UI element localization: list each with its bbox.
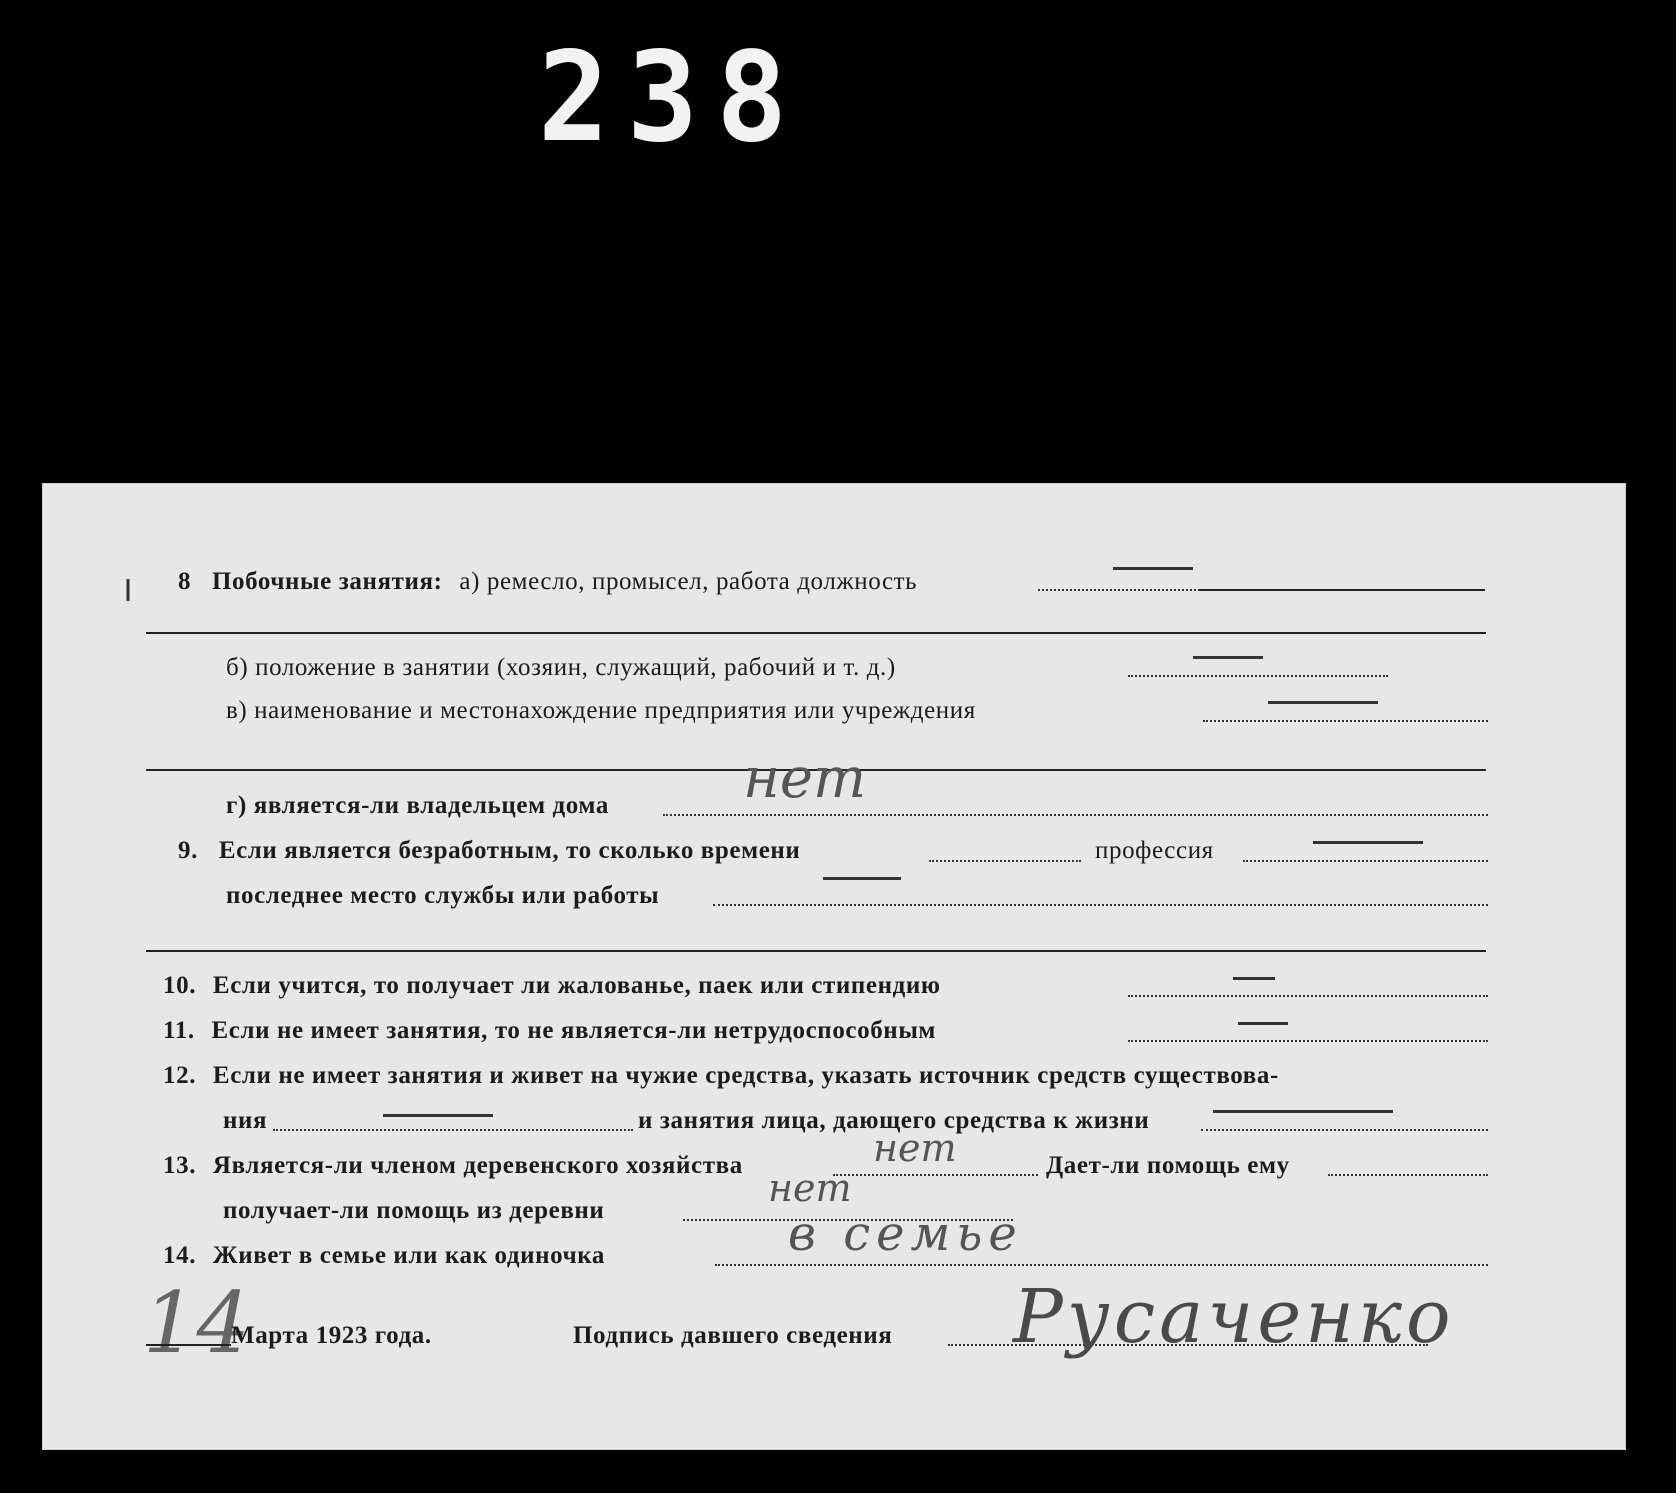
q14-number: 14.: [163, 1242, 197, 1269]
q13-handwritten-answer: нет: [873, 1126, 957, 1170]
q9-last-text: последнее место службы или работы: [226, 882, 660, 909]
archive-page-number: 238: [538, 24, 806, 170]
q14-text: Живет в семье или как одиночка: [212, 1242, 605, 1269]
q8-a-dots: [1038, 589, 1200, 591]
q8-a-answer-dash: [1113, 567, 1193, 570]
q10-answer-dash: [1233, 977, 1275, 980]
edge-mark: [123, 579, 133, 609]
q8-b-dots: [1128, 675, 1388, 677]
q14-row: [163, 1242, 605, 1270]
q14-dots: [715, 1264, 1488, 1266]
q13-receive-handwritten-answer: нет: [768, 1166, 852, 1210]
q8-a-line: [1200, 589, 1485, 591]
q8-g-text: г) является-ли владельцем дома: [226, 792, 609, 819]
footer-date: Марта 1923 года.: [231, 1322, 432, 1349]
q11-text: Если не имеет занятия, то не является-ли нетрудоспособным: [211, 1017, 937, 1044]
q11-answer-dash: [1238, 1022, 1288, 1025]
q11-row: [163, 1017, 936, 1045]
q12-cont-text: ния: [223, 1107, 268, 1134]
q13-receive-text: получает-ли помощь из деревни: [223, 1197, 605, 1224]
q9-profession-label: профессия: [1095, 837, 1214, 864]
q12-cont2-text: и занятия лица, дающего средства к жизни: [638, 1107, 1150, 1134]
q13-text: Является-ли членом деревенского хозяйства: [212, 1152, 743, 1179]
signature-handwritten: Русаченко: [1013, 1274, 1455, 1360]
q12-source-dots: [273, 1129, 633, 1131]
q11-dots: [1128, 1040, 1488, 1042]
q9-line2: [146, 950, 1486, 952]
q13-help-label: Дает-ли помощь ему: [1046, 1152, 1290, 1179]
q9-number: 9.: [178, 837, 198, 864]
signature-label: Подпись давшего сведения: [573, 1322, 893, 1349]
q13-dots: [833, 1174, 1038, 1176]
q8-row-a: [178, 568, 917, 596]
q9-answer-dash: [823, 877, 901, 880]
q8-g-handwritten-answer: нет: [743, 746, 867, 811]
q8-number: 8: [178, 568, 192, 595]
q9-row: [178, 837, 800, 865]
q8-a-line2: [146, 632, 1486, 634]
q9-last-dots: [713, 904, 1488, 906]
q10-text: Если учится, то получает ли жалованье, паек или стипендию: [212, 972, 941, 999]
day-line: [146, 1344, 231, 1346]
q8-b-answer-dash: [1193, 656, 1263, 659]
q8-g-dots: [663, 814, 1488, 816]
q14-handwritten-answer: в семье: [788, 1206, 1023, 1262]
q10-row: [163, 972, 941, 1000]
q8-b-text: б) положение в занятии (хозяин, служащий, рабочий и т. д.): [226, 654, 896, 681]
q9-text: Если является безработным, то сколько времени: [218, 837, 801, 864]
q12-text: Если не имеет занятия и живет на чужие средства, указать источник средств существова-: [212, 1062, 1279, 1089]
q13-help-dots: [1328, 1174, 1488, 1176]
q12-answer-dash-2: [1213, 1110, 1393, 1113]
questionnaire-card: [42, 483, 1626, 1450]
q13-row: [163, 1152, 743, 1180]
q11-number: 11.: [163, 1017, 195, 1044]
day-handwritten: 14: [143, 1274, 250, 1372]
q13-number: 13.: [163, 1152, 197, 1179]
q12-number: 12.: [163, 1062, 197, 1089]
q8-a-text: а) ремесло, промысел, работа должность: [459, 568, 918, 595]
q8-v-text: в) наименование и местонахождение предприятия или учреждения: [226, 697, 976, 724]
q9-profession-answer-dash: [1313, 841, 1423, 844]
q10-dots: [1128, 995, 1488, 997]
q9-time-dots: [929, 860, 1081, 862]
q8-v-dots: [1203, 720, 1488, 722]
q12-person-dots: [1201, 1129, 1488, 1131]
q12-row: [163, 1062, 1279, 1090]
q8-v-answer-dash: [1268, 701, 1378, 704]
q12-answer-dash: [383, 1114, 493, 1117]
q10-number: 10.: [163, 972, 197, 999]
q9-profession-dots: [1243, 860, 1488, 862]
q8-label: Побочные занятия:: [211, 568, 443, 595]
